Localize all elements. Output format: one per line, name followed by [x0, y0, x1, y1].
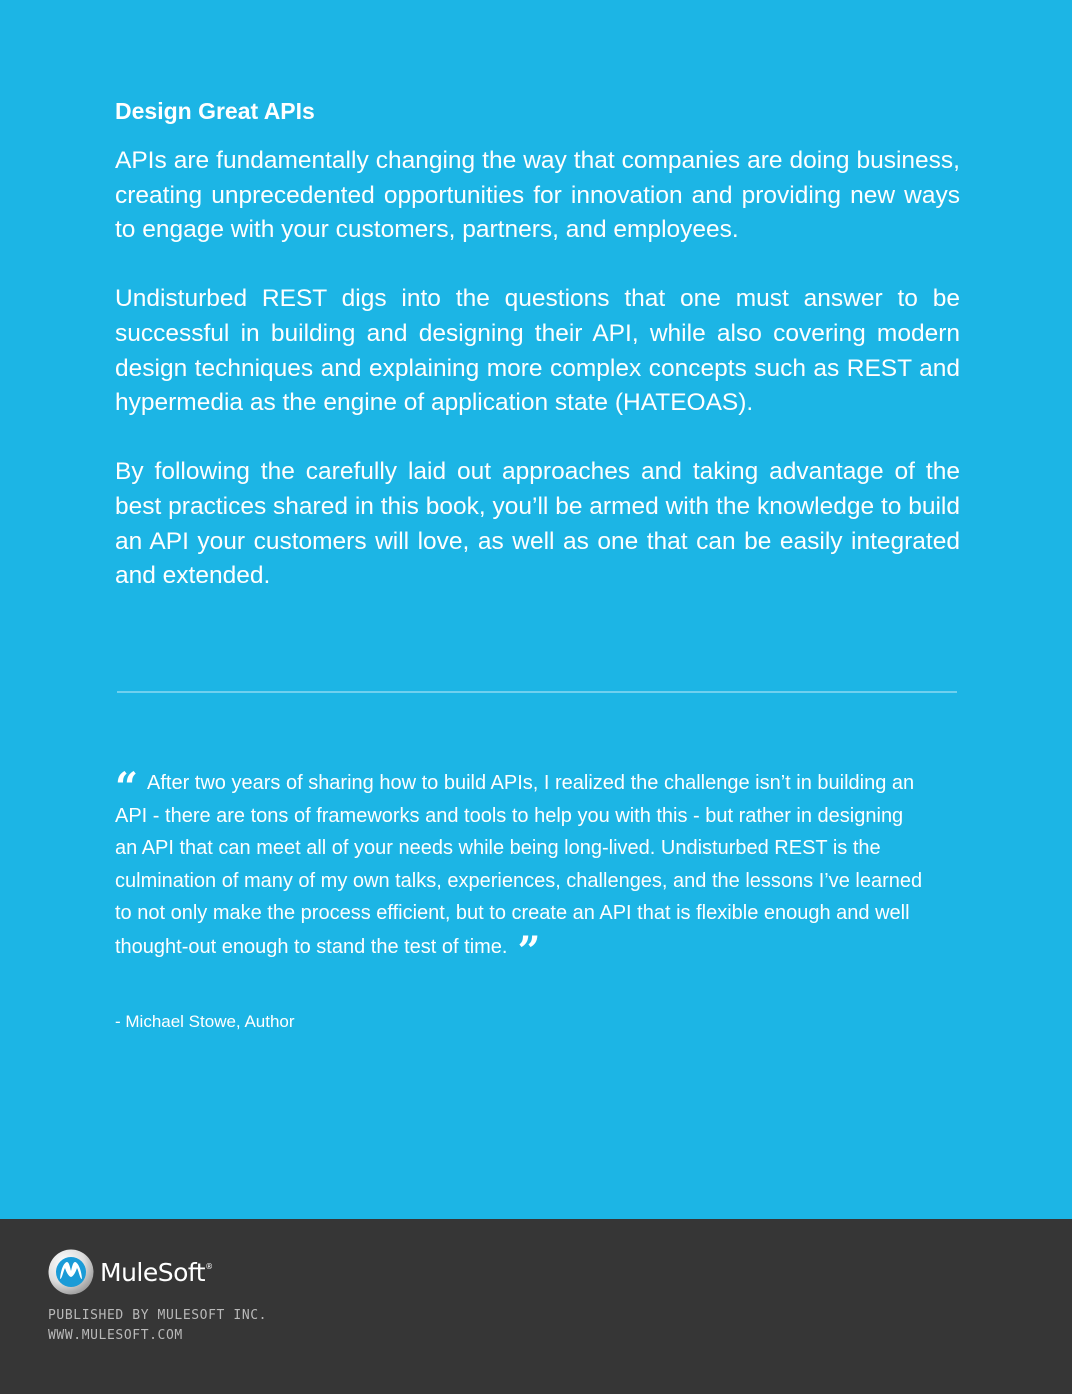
description-section [115, 96, 960, 628]
website-link[interactable]: WWW.MULESOFT.COM [48, 1328, 183, 1343]
footer [0, 1219, 1072, 1394]
author-quote [115, 764, 925, 975]
publisher-info [48, 1306, 267, 1346]
open-quote-icon: “ [115, 764, 136, 811]
paragraph-1: APIs are fundamentally changing the way that companies are doing business, creating unprecedented opportunities for innovation and providing new ways to engage with your customers, partners, and employees. [115, 147, 960, 244]
mulesoft-logo-icon [48, 1249, 94, 1295]
quote-text: After two years of sharing how to build APIs, I realized the challenge isn’t in building an API - there are tons of frameworks and tools to help you with this - but rather in designing an API that can meet all of your needs while being long-lived. Undisturbed REST is the culmination of many of my own talks, experiences, challenges, and the lessons I’ve learned to not only make the process efficient, but to create an API that is flexible enough and well thought-out enough to stand the test of time. [115, 772, 923, 958]
section-heading: Design Great APIs [115, 98, 315, 124]
section-divider [117, 691, 957, 693]
paragraph-2: Undisturbed REST digs into the questions that one must answer to be successful in building and designing their API, while also covering modern design techniques and explaining more complex concepts such as REST and hypermedia as the engine of application state (HATEOAS). [115, 285, 960, 417]
mulesoft-logo [48, 1247, 213, 1297]
logo-text [100, 1258, 213, 1287]
quote-attribution: - Michael Stowe, Author [115, 1012, 295, 1031]
logo-wordmark: MuleSoft [100, 1257, 206, 1287]
paragraph-3: By following the carefully laid out approaches and taking advantage of the best practices shared in this book, you’ll be armed with the knowledge to build an API your customers will love, as well as one that can be easily integrated and extended. [115, 458, 960, 590]
publisher-line: PUBLISHED BY MULESOFT INC. [48, 1308, 268, 1323]
close-quote-icon: ” [517, 927, 538, 975]
registered-mark: ® [205, 1261, 213, 1271]
